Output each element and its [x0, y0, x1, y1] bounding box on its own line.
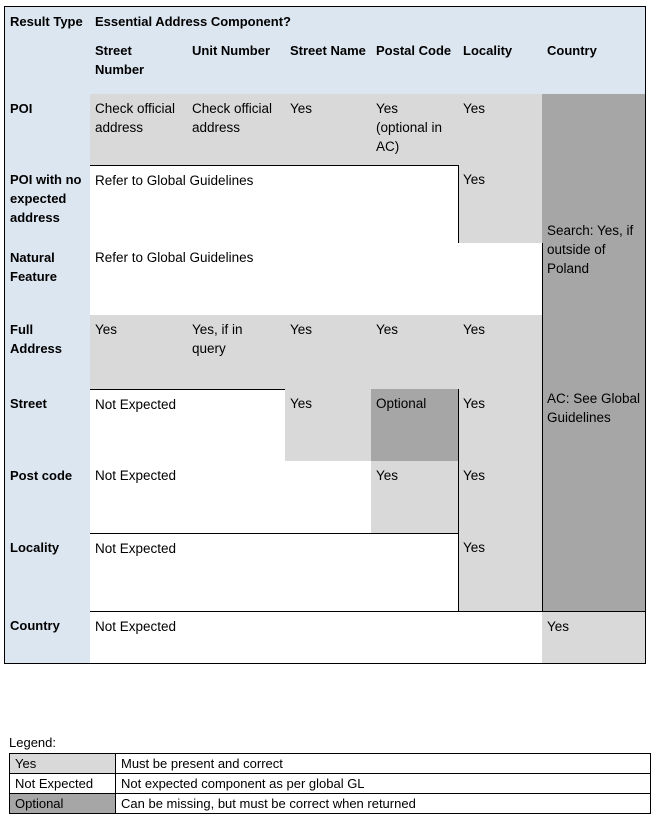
- row-label-poi: POI: [4, 94, 91, 166]
- full-address-street-name: Yes: [285, 315, 372, 390]
- country-merged: Not Expected: [90, 611, 543, 664]
- legend-row: [10, 754, 651, 774]
- legend-desc-optional: Can be missing, but must be correct when returned: [116, 794, 651, 814]
- legend-title: Legend:: [9, 735, 56, 750]
- row-label-street: Street: [4, 389, 91, 462]
- locality-merged-cell: [458, 315, 543, 612]
- header-street-name: Street Name: [285, 36, 372, 95]
- poi-street-number: Check official address: [90, 94, 188, 166]
- country-ac-note: AC: See Global Guidelines: [547, 391, 641, 425]
- full-address-locality-value: Yes: [463, 322, 486, 337]
- legend-row: [10, 774, 651, 794]
- poi-postal-code: Yes (optional in AC): [371, 94, 459, 166]
- country-search-note: Search: Yes, if outside of Poland: [547, 223, 634, 276]
- header-essential-component: Essential Address Component?: [90, 6, 646, 37]
- post-code-locality-value: Yes: [463, 468, 486, 483]
- country-merged-cell: [542, 94, 646, 612]
- full-address-postal-code: Yes: [371, 315, 459, 390]
- row-label-natural-feature: Natural Feature: [4, 243, 91, 316]
- poi-locality-value: Yes: [463, 101, 486, 116]
- post-code-merged: Not Expected: [90, 461, 372, 534]
- post-code-postal-code: Yes: [371, 461, 459, 534]
- legend-row: [10, 794, 651, 814]
- street-street-name: Yes: [285, 389, 372, 462]
- locality-locality-value: Yes: [463, 540, 486, 555]
- legend-key-not-expected: Not Expected: [10, 774, 116, 794]
- full-address-unit-number: Yes, if in query: [187, 315, 286, 390]
- street-locality-value: Yes: [463, 396, 486, 411]
- poi-locality: [458, 94, 543, 244]
- row-label-locality: Locality: [4, 533, 91, 612]
- natural-feature-merged: Refer to Global Guidelines: [90, 243, 543, 316]
- header-street-number: Street Number: [90, 36, 188, 95]
- row-label-poi-no-address: POI with no expected address: [4, 165, 91, 244]
- legend-key-yes: Yes: [10, 754, 116, 774]
- legend-key-optional: Optional: [10, 794, 116, 814]
- locality-merged: Not Expected: [90, 533, 459, 612]
- poi-no-address-locality-value: Yes: [463, 172, 486, 187]
- header-unit-number: Unit Number: [187, 36, 286, 95]
- header-postal-code: Postal Code: [371, 36, 459, 95]
- legend-desc-not-expected: Not expected component as per global GL: [116, 774, 651, 794]
- row-label-full-address: Full Address: [4, 315, 91, 390]
- header-result-type: Result Type: [4, 6, 91, 95]
- legend-table: [9, 753, 651, 814]
- header-country: Country: [542, 36, 646, 95]
- poi-no-address-merged: Refer to Global Guidelines: [90, 165, 459, 244]
- row-label-post-code: Post code: [4, 461, 91, 534]
- poi-unit-number: Check official address: [187, 94, 286, 166]
- full-address-street-number: Yes: [90, 315, 188, 390]
- street-postal-code: Optional: [371, 389, 459, 462]
- street-merged: Not Expected: [90, 389, 286, 462]
- header-locality: Locality: [458, 36, 543, 95]
- row-label-country: Country: [4, 611, 91, 664]
- legend-desc-yes: Must be present and correct: [116, 754, 651, 774]
- country-country: Yes: [542, 611, 646, 664]
- poi-street-name: Yes: [285, 94, 372, 166]
